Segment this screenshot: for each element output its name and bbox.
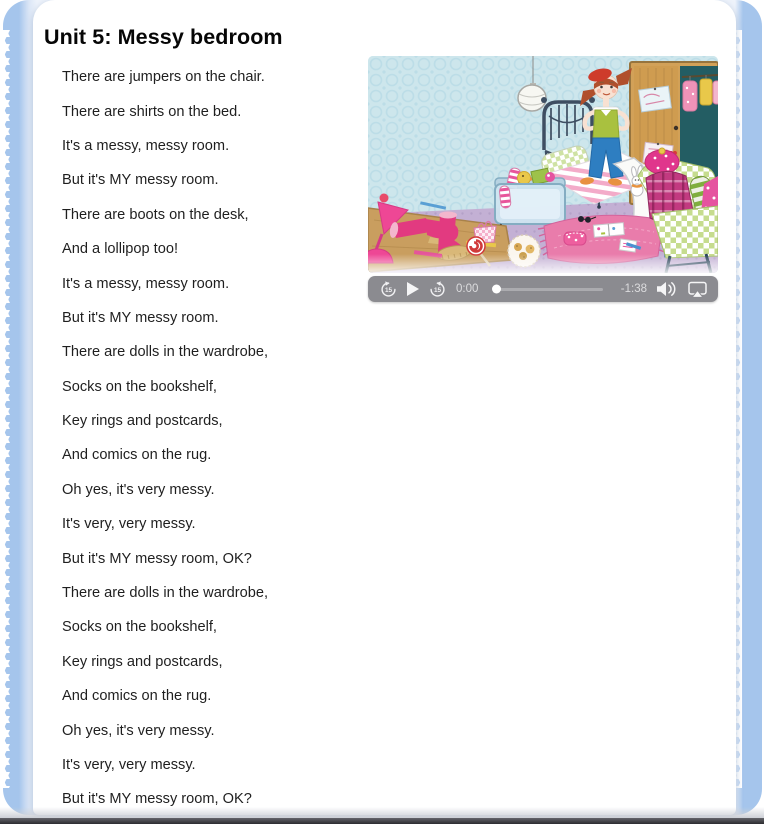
pencil-case [564,232,586,245]
lyric-line: There are jumpers on the chair. [62,69,265,86]
skip-back-15-icon [380,281,397,298]
skip-forward-15-icon [429,281,446,298]
volume-icon [657,281,678,297]
lyric-line: There are boots on the desk, [62,206,249,223]
remaining-time: -1:38 [620,283,647,295]
page-title: Unit 5: Messy bedroom [44,25,283,50]
lyrics [62,60,362,817]
progress-knob[interactable] [492,285,501,294]
bedroom-illustration [368,56,718,273]
lyric-line: Oh yes, it's very messy. [62,481,215,498]
lyric-line: Key rings and postcards, [62,413,223,430]
lyric-line: Socks on the bookshelf, [62,378,217,395]
lyric-line: Oh yes, it's very messy. [62,722,215,739]
lyric-line: There are dolls in the wardrobe, [62,344,269,361]
volume-button[interactable] [657,279,678,299]
audio-player[interactable] [368,276,718,302]
skip-back-button[interactable] [380,279,397,299]
airplay-button[interactable] [688,279,707,299]
bottom-vignette [368,254,718,273]
progress-track[interactable] [494,288,602,291]
bedroom-illustration-svg [368,56,718,273]
lyric-line: There are dolls in the wardrobe, [62,585,269,602]
window-bottom-edge [0,818,764,824]
lyric-line: And a lollipop too! [62,241,179,258]
svg-text:15: 15 [433,286,442,294]
lyric-line: But it's MY messy room, OK? [62,550,252,567]
play-icon [407,282,419,296]
bottom-shadow [0,807,764,818]
lyric-line: It's very, very messy. [62,757,196,773]
lyric-line: It's a messy, messy room. [62,275,230,292]
lyric-line: Socks on the bookshelf, [62,619,217,636]
lyric-line: But it's MY messy room. [62,172,219,189]
lyric-line: There are shirts on the bed. [62,103,242,120]
svg-text:15: 15 [384,286,393,294]
elapsed-time: 0:00 [456,283,479,295]
lyric-line: And comics on the rug. [62,688,212,705]
skip-forward-button[interactable] [429,279,446,299]
lyric-line: It's a messy, messy room. [62,137,230,154]
airplay-icon [688,281,707,298]
lyric-line: It's very, very messy. [62,516,196,533]
lyric-line: Key rings and postcards, [62,653,223,670]
lyric-line: But it's MY messy room. [62,309,219,326]
lyric-line: But it's MY messy room, OK? [62,791,252,808]
lyric-line: And comics on the rug. [62,447,212,464]
wardrobe-knob [674,126,678,130]
play-button[interactable] [407,279,419,299]
